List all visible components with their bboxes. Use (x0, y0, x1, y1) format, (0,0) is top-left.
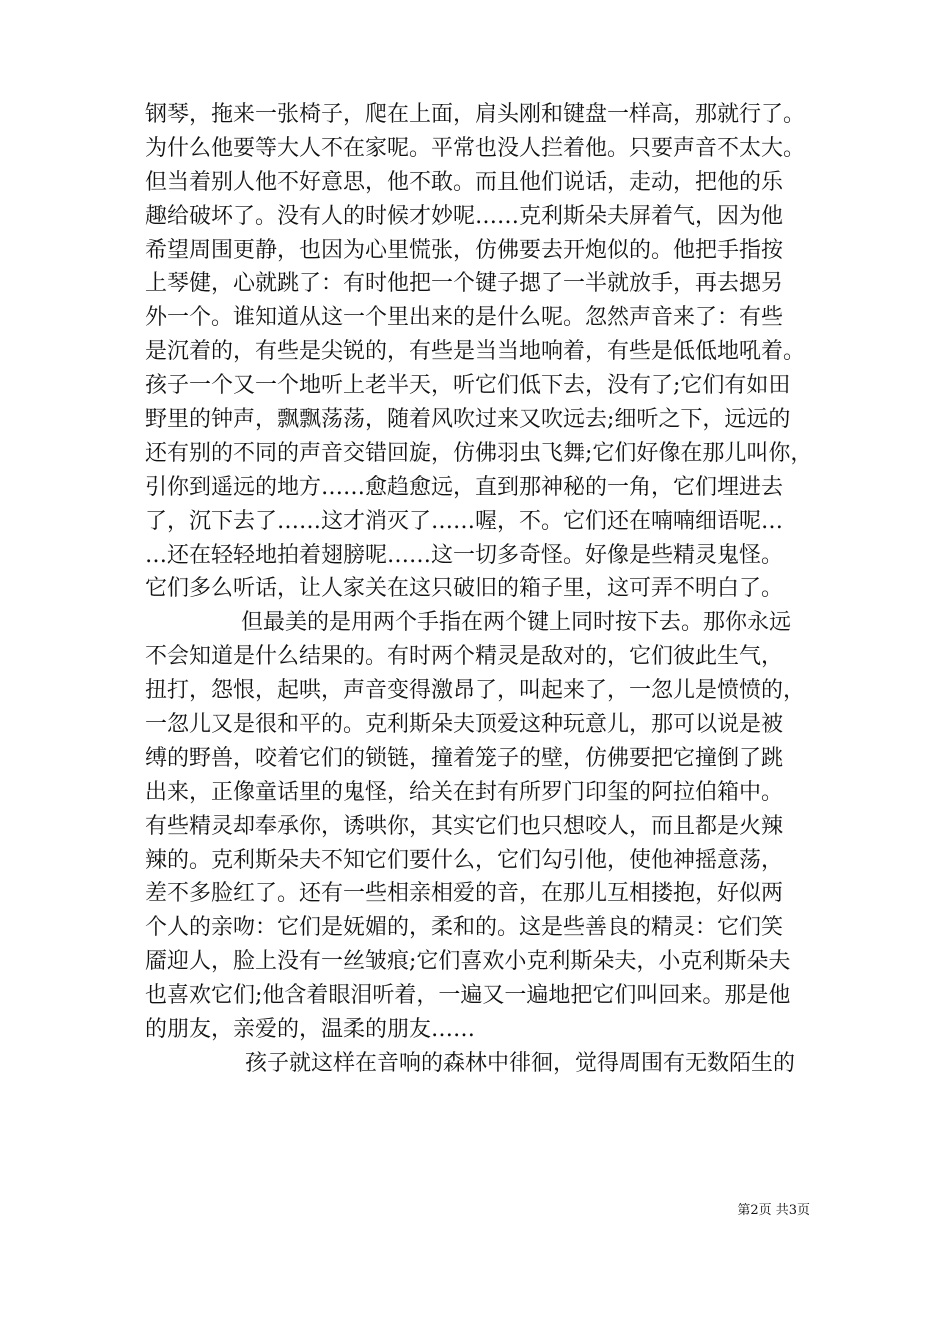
text-line: 缚的野兽，咬着它们的锁链，撞着笼子的壁，仿佛要把它撞倒了跳 (145, 745, 784, 771)
text-line: 钢琴，拖来一张椅子，爬在上面，肩头刚和键盘一样高，那就行了。 (145, 102, 806, 127)
text-line: 不会知道是什么结果的。有时两个精灵是敌对的，它们彼此生气， (145, 644, 784, 670)
text-line: …还在轻轻地拍着翅膀呢……这一切多奇怪。好像是些精灵鬼怪。 (145, 542, 784, 568)
paragraph-start-line: 但最美的是用两个手指在两个键上同时按下去。那你永远 (241, 610, 792, 636)
text-line: 引你到遥远的地方……愈趋愈远，直到那神秘的一角，它们埋进去 (145, 474, 784, 500)
text-line: 个人的亲吻：它们是妩媚的，柔和的。这是些善良的精灵：它们笑 (145, 915, 784, 941)
text-line: 是沉着的，有些是尖锐的，有些是当当地响着，有些是低低地吼着。 (145, 339, 806, 365)
text-line: 靥迎人，脸上没有一丝皱痕;它们喜欢小克利斯朵夫，小克利斯朵夫 (145, 949, 791, 975)
text-line: 但当着别人他不好意思，他不敢。而且他们说话，走动，把他的乐 (145, 169, 784, 195)
text-line: 孩子一个又一个地听上老半天，听它们低下去，没有了;它们有如田 (145, 373, 791, 399)
text-line: 希望周围更静，也因为心里慌张，仿佛要去开炮似的。他把手指按 (145, 237, 784, 263)
text-line: 辣的。克利斯朵夫不知它们要什么，它们勾引他，使他神摇意荡， (145, 847, 784, 873)
text-line: 也喜欢它们;他含着眼泪听着，一遍又一遍地把它们叫回来。那是他 (145, 983, 791, 1009)
text-line: 的朋友，亲爱的，温柔的朋友…… (145, 1017, 476, 1043)
text-line: 它们多么听话，让人家关在这只破旧的箱子里，这可弄不明白了。 (145, 576, 784, 602)
text-line: 外一个。谁知道从这一个里出来的是什么呢。忽然声音来了：有些 (145, 305, 784, 331)
text-line: 为什么他要等大人不在家呢。平常也没人拦着他。只要声音不太大。 (145, 135, 806, 161)
text-line: 出来，正像童话里的鬼怪，给关在封有所罗门印玺的阿拉伯箱中。 (145, 779, 784, 805)
text-line: 了，沉下去了……这才消灭了……喔，不。它们还在喃喃细语呢… (145, 508, 784, 534)
text-line: 扭打，怨恨，起哄，声音变得激昂了，叫起来了，一忽儿是愤愤的， (145, 678, 806, 704)
page-number: 第2页 共3页 (737, 1203, 810, 1218)
body-text (145, 98, 815, 1081)
text-line: 有些精灵却奉承你，诱哄你，其实它们也只想咬人，而且都是火辣 (145, 813, 784, 839)
text-line: 野里的钟声，飘飘荡荡，随着风吹过来又吹远去;细听之下，远远的 (145, 407, 791, 433)
paragraph-start-line: 孩子就这样在音响的森林中徘徊，觉得周围有无数陌生的 (245, 1050, 796, 1076)
text-line: 还有别的不同的声音交错回旋，仿佛羽虫飞舞;它们好像在那儿叫你， (145, 440, 813, 466)
text-line: 差不多脸红了。还有一些相亲相爱的音，在那儿互相搂抱，好似两 (145, 881, 784, 907)
text-line: 趣给破坏了。没有人的时候才妙呢……克利斯朵夫屏着气，因为他 (145, 203, 784, 229)
text-line: 一忽儿又是很和平的。克利斯朵夫顶爱这种玩意儿，那可以说是被 (145, 712, 784, 738)
text-line: 上琴健，心就跳了：有时他把一个键子揌了一半就放手，再去揌另 (145, 271, 784, 297)
